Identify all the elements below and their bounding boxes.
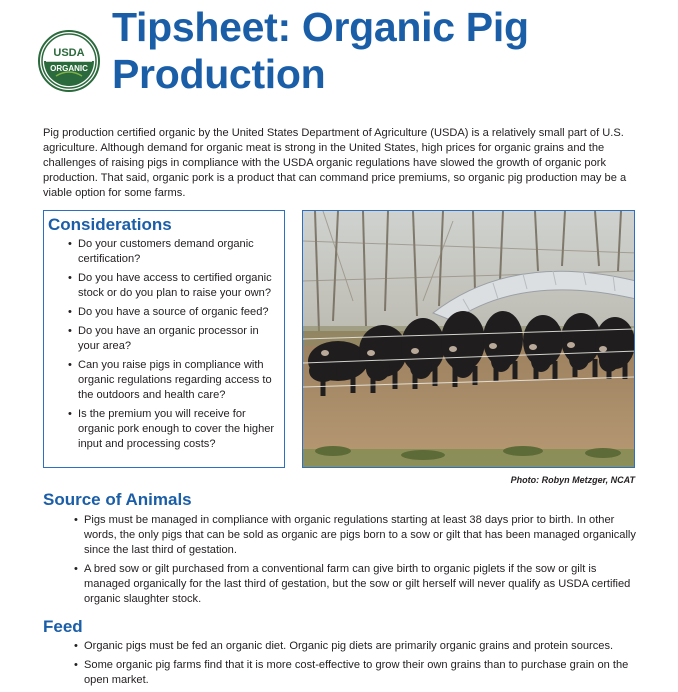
list-item: • A bred sow or gilt purchased from a conventional farm can give birth to organic piglets if the sow or gilt is managed organically for the last third of gestation, but the sow or gilt herself will never qualify as USDA certified organic slaughter stock. [84,562,636,607]
usda-organic-logo [38,30,100,92]
seal-bottom-text: ORGANIC [50,64,88,73]
considerations-box [43,210,285,468]
list-item: • Do your customers demand organic certification? [78,237,278,267]
list-item: • Some organic pig farms find that it is more cost-effective to grow their own grains than to purchase grain on the open market. [84,658,636,688]
feed-heading: Feed [43,617,83,636]
pigs-photo [302,210,635,468]
list-item: • Is the premium you will receive for organic pork enough to cover the higher input and processing costs? [78,407,278,452]
pigs-photo-image [303,211,635,468]
source-of-animals-heading: Source of Animals [43,490,192,509]
list-item: • Can you raise pigs in compliance with organic regulations regarding access to the outdoors and health care? [78,358,278,403]
intro-paragraph: Pig production certified organic by the United States Department of Agriculture (USDA) is a relatively small part of U.S. agriculture. Although demand for organic meat is strong in the United States, high prices for organic grains and the challenges of raising pigs in compliance with the USDA organic regulations have slowed the growth of organic pork production. That said, organic pork is a product that can command price premiums, so organic pig production may be a viable option for some farms. [43,127,627,199]
usda-organic-seal-icon [40,32,98,90]
list-item: • Do you have an organic processor in your area? [78,324,278,354]
photo-credit: Photo: Robyn Metzger, NCAT [510,475,635,485]
seal-top-text: USDA [53,47,85,59]
list-item: • Pigs must be managed in compliance with organic regulations starting at least 38 days prior to birth. In other words, the only pigs that can be sold as organic are pigs born to a sow or gilt that has been managed organically since the last third of gestation. [84,513,636,558]
source-of-animals-list [84,513,636,611]
list-item: • Do you have a source of organic feed? [78,305,278,320]
page-title: Tipsheet: Organic Pig Production [112,4,529,97]
list-item: • Do you have access to certified organic stock or do you plan to raise your own? [78,271,278,301]
feed-list [84,639,636,692]
considerations-heading: Considerations [48,215,172,234]
considerations-list [78,237,278,456]
list-item: • Organic pigs must be fed an organic diet. Organic pig diets are primarily organic grains and protein sources. [84,639,636,654]
